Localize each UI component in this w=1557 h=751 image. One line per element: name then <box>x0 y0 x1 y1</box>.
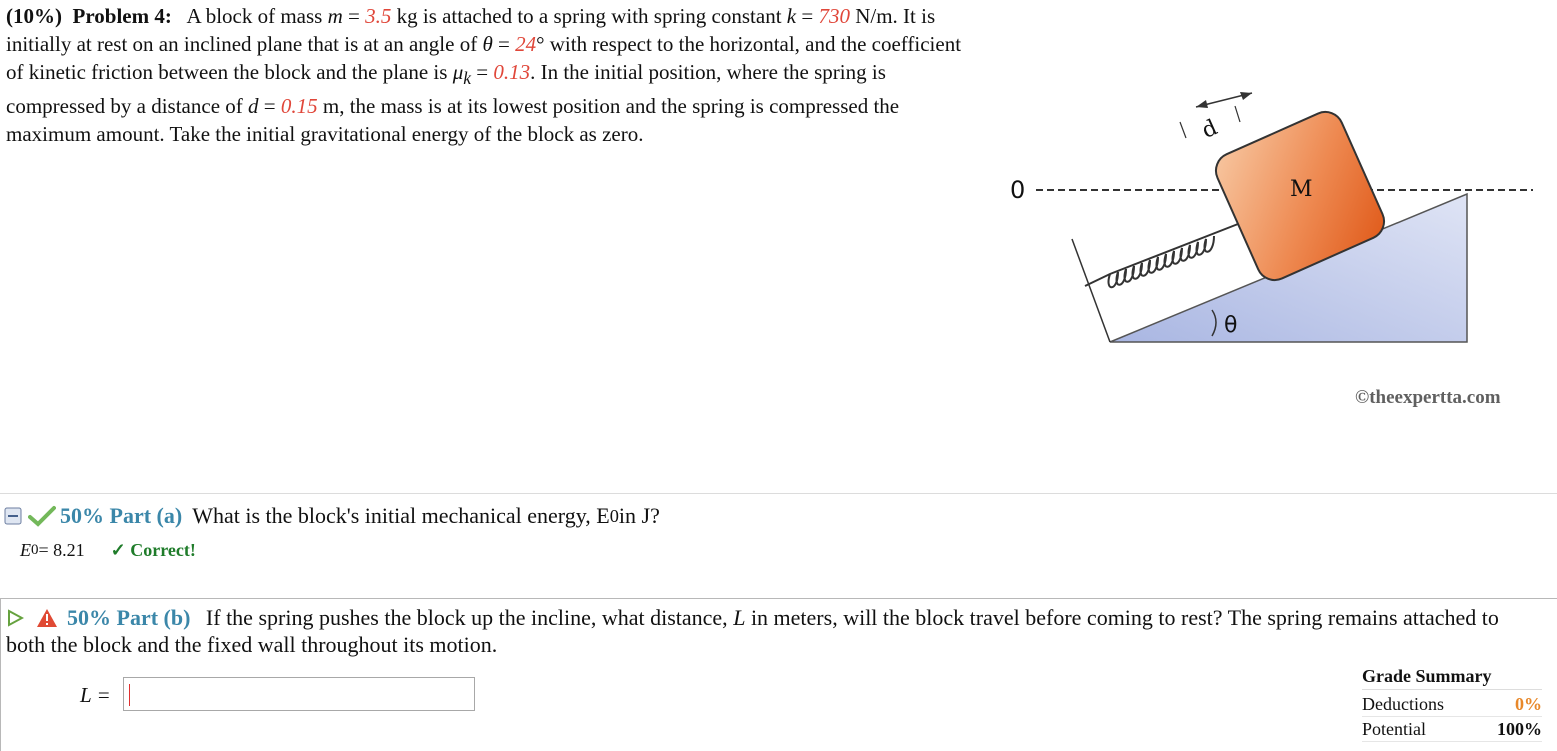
k-symbol: k <box>786 4 797 28</box>
part-b-header <box>6 604 1536 658</box>
potential-label: Potential <box>1362 719 1426 739</box>
part-a-question: What is the block's initial mechanical energy, E <box>192 503 610 528</box>
problem-text: m, the mass is at its lowest position and the spring is compressed the maximum amount. Take the initial gravitational energy of the block as zero. <box>6 94 900 147</box>
answer-input[interactable] <box>123 677 475 711</box>
d-tick <box>1235 106 1240 122</box>
problem-text: A block of mass <box>186 4 328 28</box>
angle-value: 24 <box>515 32 537 56</box>
mu-symbol: μ <box>452 60 464 84</box>
problem-text: . In the initial position, where the spring is compressed by a distance of <box>6 60 886 119</box>
part-b-question-tail: in meters, will the block travel before coming to rest? The spring remains attached to both the block and the fixed wall throughout its motion. <box>6 605 1499 657</box>
answer-value: = 8.21 <box>38 540 85 560</box>
d-arrow-head-right <box>1240 92 1252 100</box>
copyright-text: ©theexpertta.com <box>1355 387 1501 408</box>
problem-text: kg is attached to a spring with spring constant <box>391 4 787 28</box>
deductions-value: 0% <box>1515 694 1542 714</box>
deductions-label: Deductions <box>1362 694 1444 714</box>
theta-symbol: θ <box>482 32 493 56</box>
grade-summary-title: Grade Summary <box>1362 666 1542 690</box>
equals: = <box>258 94 281 119</box>
block-label: M <box>1290 177 1313 202</box>
mu-subscript: k <box>463 68 472 89</box>
warning-icon <box>36 608 58 628</box>
part-b-label: 50% Part (b) <box>67 605 191 630</box>
d-tick <box>1180 122 1186 138</box>
equals: = <box>492 32 516 56</box>
L-symbol: L <box>733 605 746 630</box>
part-divider <box>0 493 1557 494</box>
question-tail: in J? <box>618 503 660 528</box>
problem-title: Problem 4: <box>72 4 172 28</box>
d-arrow-head-left <box>1196 100 1208 108</box>
m-symbol: m <box>327 4 343 28</box>
part-a-label: 50% Part (a) <box>60 503 183 528</box>
collapse-icon[interactable] <box>4 507 22 525</box>
correct-status: ✓ Correct! <box>110 540 196 560</box>
d-symbol: d <box>248 94 259 119</box>
problem-text: N/m. It is initially at rest on an inclined plane that is at an angle of <box>6 4 936 56</box>
zero-label: 0 <box>1010 176 1026 204</box>
problem-percent: (10%) <box>6 4 62 28</box>
k-value: 730 <box>818 4 850 28</box>
equals: = <box>796 4 819 28</box>
part-b-question: If the spring pushes the block up the incline, what distance, <box>205 605 734 630</box>
problem-text: ° with respect to the horizontal, and the coefficient of kinetic friction between the block and the plane is <box>6 32 962 84</box>
wall <box>1072 239 1110 342</box>
problem-statement <box>6 2 976 148</box>
checkmark-icon <box>28 505 56 527</box>
potential-row <box>1362 717 1542 742</box>
mass-value: 3.5 <box>365 4 392 28</box>
incline-figure <box>1000 86 1557 426</box>
d-value: 0.15 <box>280 94 318 119</box>
equals: = <box>471 60 494 84</box>
deductions-row <box>1362 692 1542 717</box>
text-cursor <box>129 684 130 706</box>
part-a-header <box>4 501 660 531</box>
theta-label: θ <box>1224 313 1238 338</box>
answer-subscript: 0 <box>31 542 39 558</box>
d-label: d <box>1198 115 1222 144</box>
part-a-answer <box>20 540 196 561</box>
potential-value: 100% <box>1497 719 1542 739</box>
question-subscript: 0 <box>609 505 619 526</box>
expand-triangle-icon[interactable] <box>6 609 24 627</box>
grade-summary <box>1362 666 1542 742</box>
mu-value: 0.13 <box>493 60 531 84</box>
answer-symbol: E <box>20 540 31 560</box>
spring-coil <box>1109 236 1214 287</box>
spring <box>1085 224 1238 286</box>
equals: = <box>342 4 366 28</box>
answer-input-label: L = <box>80 683 111 707</box>
